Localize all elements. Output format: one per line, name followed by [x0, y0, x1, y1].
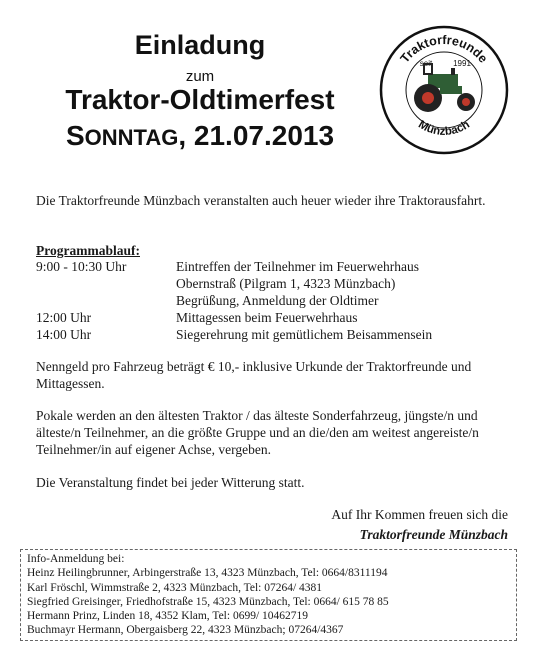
intro-text: Die Traktorfreunde Münzbach veranstalten auch heuer wieder ihre Traktorausfahrt. — [36, 193, 486, 208]
prizes-text: Pokale werden an den ältesten Traktor / das älteste Sonderfahrzeug, jüngste/n und älteste/n Teilnehmer, an die größte Gruppe und an die/den am weitest angereiste/n Teilnehmer/in auf eigener Achse, vergeben. — [36, 408, 479, 457]
event-date — [20, 120, 380, 152]
program-item: Begrüßung, Anmeldung der Oldtimer — [176, 293, 379, 308]
contact-line: Siegfried Greisinger, Friedhofstraße 15, 4323 Münzbach, Tel: 0664/ 615 78 85 — [27, 595, 389, 608]
contact-line: Buchmayr Hermann, Obergaisberg 22, 4323 Münzbach; 07264/4367 — [27, 624, 344, 637]
program-item: Eintreffen der Teilnehmer im Feuerwehrhaus — [176, 259, 419, 274]
weather-text: Die Veranstaltung findet bei jeder Witterung statt. — [36, 475, 305, 490]
program-item: Siegerehrung mit gemütlichem Beisammensein — [176, 327, 433, 342]
title-event: Traktor-Oldtimerfest — [65, 84, 335, 115]
date-value: , 21.07.2013 — [178, 120, 335, 151]
program-time: 9:00 - 10:30 Uhr — [36, 259, 127, 274]
organizer-name: Traktorfreunde Münzbach — [359, 527, 508, 542]
program-item: Obernstraß (Pilgram 1, 4323 Münzbach) — [176, 276, 396, 291]
fee-text: Nenngeld pro Fahrzeug beträgt € 10,- inklusive Urkunde der Traktorfreunde und Mittagessen. — [36, 359, 472, 391]
program-heading: Programmablauf: — [36, 243, 140, 258]
logo-top-text: Traktorfreunde — [397, 32, 491, 66]
info-box — [20, 549, 517, 641]
closing-line: Auf Ihr Kommen freuen sich die — [331, 507, 508, 522]
title-einladung: Einladung — [134, 30, 266, 60]
logo-bottom-text: Münzbach — [416, 118, 472, 138]
program-time: 14:00 Uhr — [36, 327, 92, 342]
contact-line: Karl Fröschl, Wimmstraße 2, 4323 Münzbach, Tel: 07264/ 4381 — [27, 581, 323, 594]
logo-since: seit — [419, 59, 433, 68]
contact-line: Hermann Prinz, Linden 18, 4352 Klam, Tel: 0699/ 10462719 — [27, 610, 309, 623]
traktorfreunde-logo — [378, 24, 510, 156]
date-weekday-caps: ONNTAG — [84, 125, 179, 150]
contact-line: Heinz Heilingbrunner, Arbingerstraße 13, 4323 Münzbach, Tel: 0664/8311194 — [27, 567, 388, 580]
closing — [300, 505, 508, 545]
program-item: Mittagessen beim Feuerwehrhaus — [176, 310, 358, 325]
title-zum: zum — [185, 68, 215, 85]
date-first-letter: S — [65, 120, 85, 151]
logo-year: 1991 — [453, 59, 471, 68]
program-time: 12:00 Uhr — [36, 310, 92, 325]
info-heading: Info-Anmeldung bei: — [27, 553, 125, 565]
